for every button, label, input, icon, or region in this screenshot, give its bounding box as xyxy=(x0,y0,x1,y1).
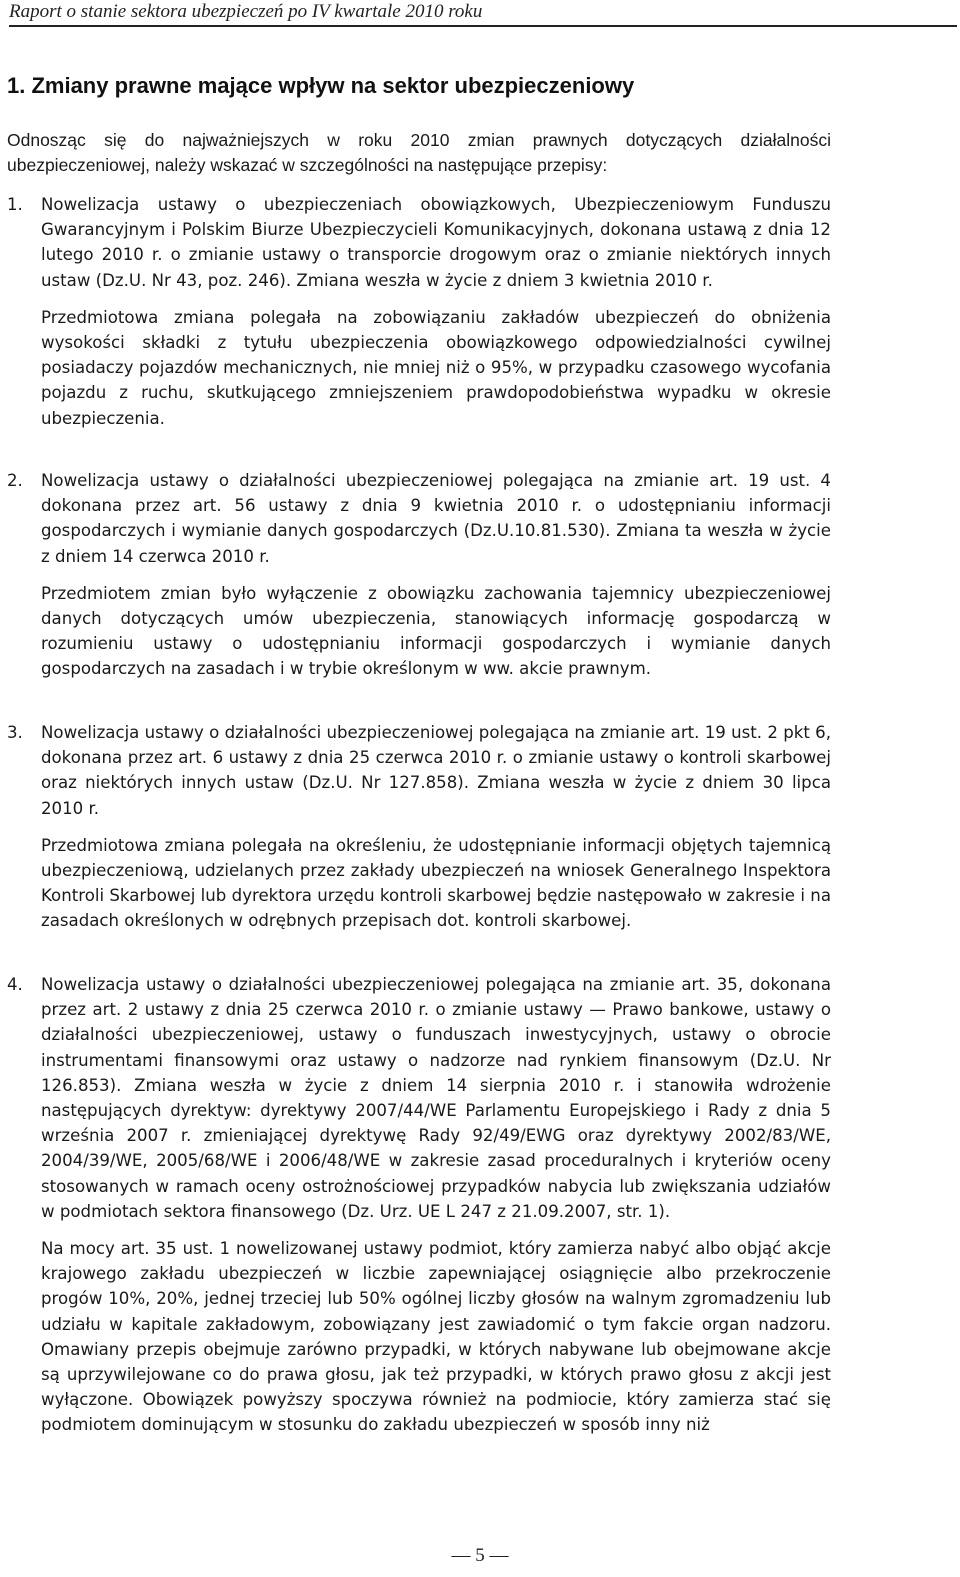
item-number: 3. xyxy=(7,723,23,742)
list-item xyxy=(7,192,831,431)
page-number: — 5 — xyxy=(451,1545,509,1566)
running-header xyxy=(9,0,957,28)
item-detail: Przedmiotowa zmiana polegała na zobowiązaniu zakładów ubezpieczeń do obniżenia wysokości składki z tytułu ubezpieczenia obowiązkowego odpowiedzialności cywilnej posiadaczy pojazdów mechanicznych, nie mniej niż o 95%, w przypadku czasowego wycofania pojazdu z ruchu, skutkującego zmniejszeniem prawdopodobieństwa wypadku w okresie ubezpieczenia. xyxy=(41,307,831,428)
item-number: 2. xyxy=(7,471,23,490)
item-text: Nowelizacja ustawy o ubezpieczeniach obowiązkowych, Ubezpieczeniowym Funduszu Gwarancyjnym i Polskim Biurze Ubezpieczycieli Komunikacyjnych, dokonana ustawą z dnia 12 lutego 2010 r. o zmianie ustawy o transporcie drogowym oraz o zmianie niektórych innych ustaw (Dz.U. Nr 43, poz. 246). Zmiana weszła w życie z dniem 3 kwietnia 2010 r. xyxy=(41,195,831,290)
item-detail: Przedmiotowa zmiana polegała na określeniu, że udostępnianie informacji objętych tajemnicą ubezpieczeniową, udzielanych przez zakłady ubezpieczeń na wniosek Generalnego Inspektora Kontroli Skarbowej lub dyrektora urzędu kontroli skarbowej będzie następowało w zakresie i na zasadach określonych w odrębnych przepisach dot. kontroli skarbowej. xyxy=(41,835,831,931)
item-number: 4. xyxy=(7,975,23,994)
item-detail: Na mocy art. 35 ust. 1 nowelizowanej ustawy podmiot, który zamierza nabyć albo objąć akcje krajowego zakładu ubezpieczeń w liczbie zapewniającej osiągnięcie albo przekroczenie progów 10%, 20%, jednej trzeciej lub 50% ogólnej liczby głosów na walnym zgromadzeniu lub udziału w kapitale zakładowym, zobowiązany jest zawiadomić o tym fakcie organ nadzoru. Omawiany przepis obejmuje zarówno przypadki, w których nabywane lub obejmowane akcje są uprzywilejowane co do prawa głosu, jak też przypadki, w których prawo głosu z akcji jest wyłączone. Obowiązek powyższy spoczywa również na podmiocie, który zamierza stać się podmiotem dominującym w stosunku do zakładu ubezpieczeń w sposób inny niż xyxy=(41,1239,831,1435)
item-text: Nowelizacja ustawy o działalności ubezpieczeniowej polegająca na zmianie art. 35, dokonana przez art. 2 ustawy z dnia 25 czerwca 2010 r. o zmianie ustawy — Prawo bankowe, ustawy o działalności ubezpieczeniowej, ustawy o funduszach inwestycyjnych, ustawy o obrocie instrumentami finansowymi oraz ustawy o nadzorze nad rynkiem finansowym (Dz.U. Nr 126.853). Zmiana weszła w życie z dniem 14 sierpnia 2010 r. i stanowiła wdrożenie następujących dyrektyw: dyrektywy 2007/44/WE Parlamentu Europejskiego i Rady z dnia 5 września 2007 r. zmieniającej dyrektywę Rady 92/49/EWG oraz dyrektywy 2002/83/WE, 2004/39/WE, 2005/68/WE i 2006/48/WE w zakresie zasad proceduralnych i kryteriów oceny stosowanych w ramach oceny ostrożnościowej przypadków nabycia lub zwiększania udziałów w podmiotach sektora finansowego (Dz. Urz. UE L 247 z 21.09.2007, str. 1). xyxy=(41,975,831,1221)
list-item xyxy=(7,972,831,1438)
section-heading: 1. Zmiany prawne mające wpływ na sektor ubezpieczeniowy xyxy=(7,73,635,98)
report-title: Raport o stanie sektora ubezpieczeń po IV kwartale 2010 roku xyxy=(9,1,483,22)
item-text: Nowelizacja ustawy o działalności ubezpieczeniowej polegająca na zmianie art. 19 ust. 2 pkt 6, dokonana przez art. 6 ustawy z dnia 25 czerwca 2010 r. o zmianie ustawy o kontroli skarbowej oraz niektórych innych ustaw (Dz.U. Nr 127.858). Zmiana weszła w życie z dniem 30 lipca 2010 r. xyxy=(41,723,831,818)
list-item xyxy=(7,720,831,934)
header-divider xyxy=(9,25,957,27)
item-number: 1. xyxy=(7,195,23,214)
intro-paragraph: Odnosząc się do najważniejszych w roku 2010 zmian prawnych dotyczących działalności ubezpieczeniowej, należy wskazać w szczególności na następujące przepisy: xyxy=(7,130,831,175)
item-text: Nowelizacja ustawy o działalności ubezpieczeniowej polegająca na zmianie art. 19 ust. 4 dokonana przez art. 56 ustawy z dnia 9 kwietnia 2010 r. o udostępnianiu informacji gospodarczych i wymianie danych gospodarczych (Dz.U.10.81.530). Zmiana ta weszła w życie z dniem 14 czerwca 2010 r. xyxy=(41,471,831,566)
list-item xyxy=(7,468,831,682)
item-detail: Przedmiotem zmian było wyłączenie z obowiązku zachowania tajemnicy ubezpieczeniowej danych dotyczących umów ubezpieczenia, stanowiących informację gospodarczą w rozumieniu ustawy o udostępnianiu informacji gospodarczych i wymianie danych gospodarczych na zasadach i w trybie określonym w ww. akcie prawnym. xyxy=(41,583,831,679)
